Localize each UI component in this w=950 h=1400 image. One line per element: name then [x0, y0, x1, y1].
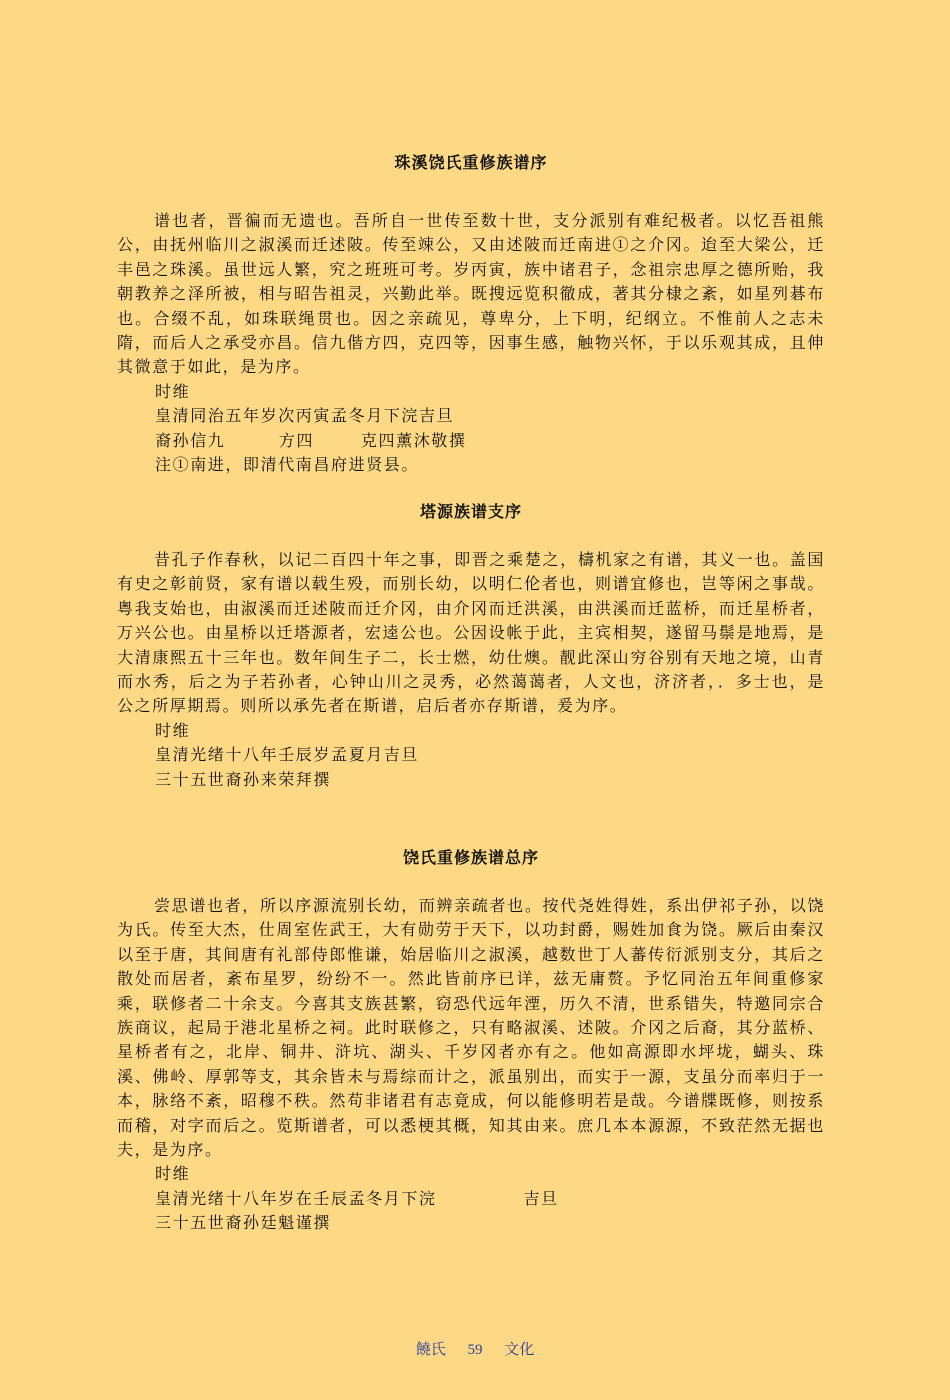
closing-line: 时维 — [155, 1164, 191, 1184]
footer-right-text: 文化 — [504, 1342, 535, 1358]
section-title: 饶氏重修族谱总序 — [402, 848, 539, 867]
section-title: 塔源族谱支序 — [419, 502, 522, 521]
date-line: 皇清光绪十八年岁在壬辰孟冬月下浣 吉旦 — [155, 1188, 559, 1208]
preface-section-tayuan — [117, 500, 825, 792]
date-line: 皇清同治五年岁次丙寅孟冬月下浣吉旦 — [155, 406, 455, 426]
section-body: 尝思谱也者，所以序源流别长幼，而辨亲疏者也。按代尧姓得姓，系出伊祁子孙，以饶为氏。传至大杰，仕周室佐武王，大有勋劳于天下，以功封爵，赐姓加食为饶。厥后由秦汉以至于唐，其间唐有礼部侍郎惟谦，始居临川之淑溪，越数世丁人蕃传衍派别支分，其后之散处而居者，紊布星罗，纷纷不一。然此皆前序已详，兹无庸赘。予忆同治五年间重修家乘，联修者二十余支。今喜其支族甚繁，窃恐代远年湮，历久不清，世系错失，特邀同宗合族商议，起局于港北星桥之祠。此时联修之，只有略淑溪、述陂。介冈之后裔，其分蓝桥、星桥者有之，北岸、铜井、浒坑、湖头、千岁冈者亦有之。他如高源即水坪垅，蝴头、珠溪、佛岭、厚郭等支，其余皆未与焉综而计之，派虽别出，而实于一源，支虽分而率归于一本，脉络不紊，昭穆不秩。然苟非诸君有志竟成，何以能修明若是哉。今谱牒既修，则按系而稽，对字而后之。览斯谱者，可以悉梗其概，知其由来。庶几本本源源，不致茫然无据也夫，是为序。 — [117, 896, 825, 1160]
footer-left-text: 饒氏 — [415, 1342, 446, 1358]
author-line: 三十五世裔孙来荣拜撰 — [155, 769, 332, 789]
section-body: 昔孔子作春秋，以记二百四十年之事，即晋之乘楚之，檮机家之有谱，其义一也。盖国有史之彰前贤，家有谱以载生殁，而别长幼，以明仁伦者也，则谱宜修也，岂等闲之事哉。粤我支始也，由淑溪而迁述陂而迁介冈，由介冈而迁洪溪，由洪溪而迁蓝桥，而迁星桥者，万兴公也。由星桥以迁塔源者，宏逵公也。公因设帐于此，主宾相契，遂留马鬃是地焉，是大清康熙五十三年也。数年间生子二，长士燃，幼仕燠。靓此深山穷谷别有天地之境，山青而水秀，后之为子若孙者，心钟山川之灵秀，必然蔼蔼者，人文也，济济者，．多士也，是公之所厚期焉。则所以承先者在斯谱，启后者亦存斯谱，爰为序。 — [117, 550, 825, 716]
preface-section-general — [117, 846, 825, 1236]
section-body: 谱也者，晋徧而无遗也。吾所自一世传至数十世，支分派别有难纪极者。以忆吾祖熊公，由抚州临川之淑溪而迁述陂。传至竦公，又由述陂而迁南进①之介冈。迨至大梁公，迁丰邑之珠溪。虽世远人繁，究之班班可考。岁丙寅，族中诸君子，念祖宗忠厚之德所贻，我朝教养之泽所被，相与昭告祖灵，兴勤此举。既搜远览积徹成，著其分棣之紊，如星列碁布也。合缀不乱，如珠联绳贯也。因之亲疏见，尊卑分，上下明，纪纲立。不惟前人之志未隋，而后人之承受亦昌。信九偕方四，克四等，因事生感，触物兴怀，于以乐观其成，且伸其微意于如此，是为序。 — [117, 211, 825, 377]
author-line: 裔孙信九 方四 克四薰沐敬撰 — [155, 430, 467, 450]
section-title: 珠溪饶氏重修族谱序 — [394, 153, 548, 172]
closing-line: 时维 — [155, 720, 191, 740]
note-line: 注①南进，即清代南昌府进贤县。 — [155, 455, 420, 475]
date-line: 皇清光绪十八年壬辰岁孟夏月吉旦 — [155, 745, 420, 765]
preface-section-zhuxi — [117, 151, 825, 477]
author-line: 三十五世裔孙廷魁谨撰 — [155, 1213, 332, 1233]
page-number: 59 — [467, 1342, 483, 1358]
page-footer — [0, 1338, 950, 1359]
closing-line: 时维 — [155, 381, 191, 401]
